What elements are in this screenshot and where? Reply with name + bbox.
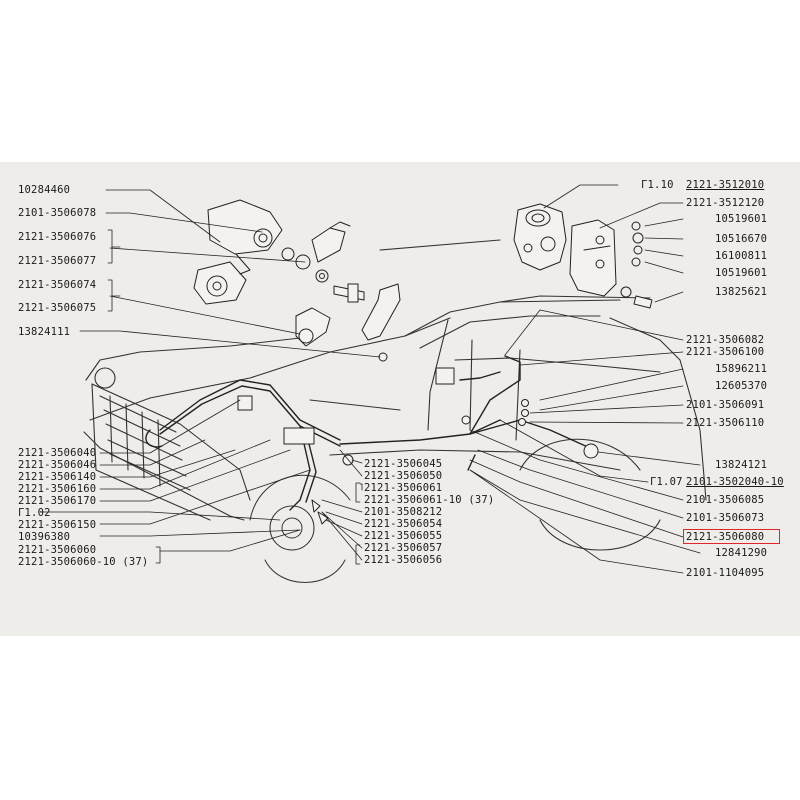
part-label-2121-3506075: 2121-3506075 [18, 302, 97, 314]
pressure-regulator-parts [514, 204, 652, 308]
part-label-13825621: 13825621 [715, 286, 768, 298]
part-label-10516670: 10516670 [715, 233, 768, 245]
part-label-2101-3506085: 2101-3506085 [686, 494, 765, 506]
part-label-2121-3506140: 2121-3506140 [18, 471, 97, 483]
part-label-g1-10: Г1.10 [641, 179, 674, 191]
part-label-2121-3506046: 2121-3506046 [18, 459, 97, 471]
part-label-12605370: 12605370 [715, 380, 768, 392]
part-label-13824111: 13824111 [18, 326, 71, 338]
part-label-2121-3506056: 2121-3506056 [364, 554, 443, 566]
part-label-2101-3502040-10: 2101-3502040-10 [686, 476, 784, 488]
part-label-g1-02: Г1.02 [18, 507, 51, 519]
part-label-2121-3506045: 2121-3506045 [364, 458, 443, 470]
part-label-2121-3506150: 2121-3506150 [18, 519, 97, 531]
part-label-2121-3506057: 2121-3506057 [364, 542, 443, 554]
part-label-10396380: 10396380 [18, 531, 71, 543]
selected-part-highlight [683, 529, 780, 544]
part-label-2121-3506076: 2121-3506076 [18, 231, 97, 243]
part-label-10519601-a: 10519601 [715, 213, 768, 225]
part-label-2121-3506082: 2121-3506082 [686, 334, 765, 346]
part-label-2121-3506100: 2121-3506100 [686, 346, 765, 358]
part-label-2121-3506060-10: 2121-3506060-10 (37) [18, 556, 149, 568]
part-label-2121-3506054: 2121-3506054 [364, 518, 443, 530]
part-label-2121-3512120: 2121-3512120 [686, 197, 765, 209]
part-label-16100811: 16100811 [715, 250, 768, 262]
part-label-2101-3508212: 2101-3508212 [364, 506, 443, 518]
part-label-2101-3506091: 2101-3506091 [686, 399, 765, 411]
part-label-2121-3506055: 2121-3506055 [364, 530, 443, 542]
part-label-2121-3506040: 2121-3506040 [18, 447, 97, 459]
part-label-2121-3506170: 2121-3506170 [18, 495, 97, 507]
part-label-2121-3506080[interactable]: 2121-3506080 [686, 531, 765, 543]
front-wheel [250, 475, 350, 582]
part-label-10284460: 10284460 [18, 184, 71, 196]
part-label-2121-3506110: 2121-3506110 [686, 417, 765, 429]
part-label-2121-3506077: 2121-3506077 [18, 255, 97, 267]
bracket-parts [194, 200, 400, 346]
part-label-13824121: 13824121 [715, 459, 768, 471]
part-label-2121-3506061-10: 2121-3506061-10 (37) [364, 494, 495, 506]
part-label-2101-3506078: 2101-3506078 [18, 207, 97, 219]
part-label-2121-3506074: 2121-3506074 [18, 279, 97, 291]
part-label-2121-3512010: 2121-3512010 [686, 179, 765, 191]
part-label-2101-3506073: 2101-3506073 [686, 512, 765, 524]
part-label-2101-1104095: 2101-1104095 [686, 567, 765, 579]
part-label-2121-3506050: 2121-3506050 [364, 470, 443, 482]
part-label-g1-07: Г1.07 [650, 476, 683, 488]
part-label-2121-3506060: 2121-3506060 [18, 544, 97, 556]
part-label-2121-3506061: 2121-3506061 [364, 482, 443, 494]
part-label-15896211: 15896211 [715, 363, 768, 375]
part-label-12841290: 12841290 [715, 547, 768, 559]
part-label-2121-3506160: 2121-3506160 [18, 483, 97, 495]
part-label-10519601-b: 10519601 [715, 267, 768, 279]
